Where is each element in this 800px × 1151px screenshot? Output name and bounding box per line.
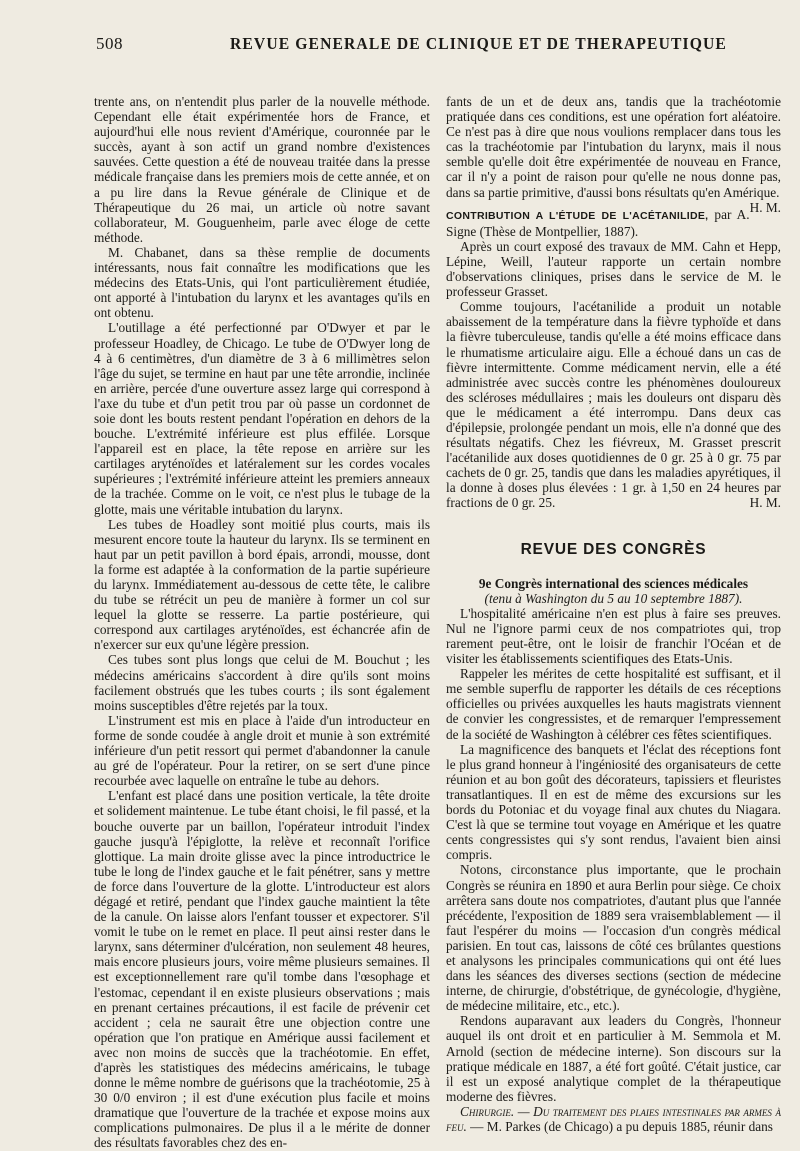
running-title: REVUE GENERALE DE CLINIQUE ET DE THERAPEUTIQUE: [230, 34, 727, 53]
paragraph: L'instrument est mis en place à l'aide d'un introducteur en forme de sonde coudée à angle droit et munie à son extrémité inférieure d'un petit ressort qui permet d'abandonner la canule au gré de l'opérateur. Pour la retirer, on se sert d'une pince recourbée avec laquelle on entraîne le tube au dehors.: [94, 712, 430, 789]
signature: H. M.: [749, 199, 781, 215]
signature: H. M.: [749, 495, 781, 511]
paragraph: [446, 1104, 781, 1134]
article-author: par A. Signe (Thèse de Montpellier, 1887).: [446, 206, 750, 239]
right-column: [446, 94, 781, 1134]
page-number: 508: [96, 34, 123, 53]
continuation-text: fants de un et de deux ans, tandis que la trachéotomie pratiquée dans ces conditions, est une opération fort aléatoire. Ce n'est pas à dire que nous voulions remplacer dans tous les cas la trachéotomie par l'intubation du larynx, mais il nous semble qu'elle doit être expérimentée de nouveau en France, car il n'y a point de raison pour qu'elle ne nous donne pas, dans sa partie primitive, d'aussi bons résultats qu'en Amérique.: [446, 94, 781, 200]
article-heading: CONTRIBUTION A L'ÉTUDE DE L'ACÉTANILIDE,: [446, 209, 709, 222]
section-title: REVUE DES CONGRÈS: [520, 540, 707, 558]
page-header: [96, 34, 776, 60]
congress-title: 9e Congrès international des sciences médicales: [478, 575, 749, 591]
paragraph: Les tubes de Hoadley sont moitié plus courts, mais ils mesurent encore toute la hauteur du larynx. Ils se terminent en haut par un petit pavillon à bord épais, arrondi, mousse, dont la forme est adaptée à la conformation de la partie supérieure du larynx. Immédiatement au-dessous de cette tête, le calibre du tube se rétrécit un peu de manière à former un col sur lequel la glotte se resserre. La partie postérieure, qui correspond aux cartilages aryténoïdes, est échancrée afin de n'exercer sur eux qu'une légère pression.: [94, 516, 430, 653]
paragraph: Rappeler les mérites de cette hospitalité est suffisant, et il me semble superflu de rapporter les détails de ces réceptions officielles ou privées auxquelles les hauts magistrats viennent de convier les congressistes, et de remarquer l'empressement de la société de Washington à célébrer ces fêtes scientifiques.: [446, 666, 781, 742]
spacer: [446, 200, 781, 207]
paragraph: Ces tubes sont plus longs que celui de M. Bouchut ; les médecins américains s'accordent à dire qu'ils sont moins facilement obstrués que les tubes courts ; ils sont également moins susceptibles d'être rejetés par la toux.: [94, 652, 430, 713]
continuation-paragraph: [446, 94, 781, 215]
paragraph: Notons, circonstance plus importante, que le prochain Congrès se réunira en 1890 et aura Berlin pour siège. Ce choix arrêtera sans doute nos compatriotes, d'autant plus que l'année précédente, l'exposition de 1889 sera vraisemblablement — il faut l'espérer du moins — l'occasion d'un congrès médical parisien. En tout cas, laissons de côté ces brûlantes questions et analysons les principales communications qui ont été lues dans les séances des diverses sections (section de médecine interne, de chirurgie, d'obstétrique, de gynécologie, d'hygiène, de médecine militaire, etc., etc.).: [446, 862, 781, 1014]
paragraph-text: Comme toujours, l'acétanilide a produit un notable abaissement de la température dans la fièvre typhoïde et dans la fièvre tuberculeuse, tandis qu'elle a été moins efficace dans le rhumatisme articulaire aigu. Elle a échoué dans un cas de fièvre intermittente. Comme médicament nervin, elle a été administrée avec succès contre les phénomènes douloureux des scléroses médullaires ; mais les douleurs ont disparu dès que le médicament a été interrompu. Dans deux cas d'épilepsie, prolongée pendant un mois, elle n'a donné que des résultats négatifs. Chez les fiévreux, M. Grasset prescrit l'acétanilide aux doses quotidiennes de 0 gr. 25 à 0 gr. 75 par cachets de 0 gr. 25, tandis que dans les maladies apyrétiques, il la donne à doses plus élevées : 1 gr. à 1,50 en 24 heures par fractions de 0 gr. 25.: [446, 299, 781, 511]
paragraph: La magnificence des banquets et l'éclat des réceptions font le plus grand honneur à l'ingéniosité des organisateurs de cette réunion et au bon goût des décorateurs, tapissiers et fleuristes transatlantiques. Il en est de même des excursions sur les bords du Potoniac et du voyage final aux chutes du Niagara. C'est là que se termine tout voyage en Amérique et les quatre cents congressistes qui s'y sont rendus, l'avaient bien ainsi compris.: [446, 741, 781, 863]
paragraph: L'hospitalité américaine n'en est plus à faire ses preuves. Nul ne l'ignore parmi ceux de nos compatriotes qui, trop rarement peut-être, ont le loisir de franchir l'Océan et de visiter les établissements scientifiques des Etats-Unis.: [446, 605, 781, 667]
paragraph: trente ans, on n'entendit plus parler de la nouvelle méthode. Cependant elle était expérimentée hors de France, et aujourd'hui elle nous revient d'Amérique, couronnée par le succès, ayant à son actif un grand nombre d'existences sauvées. Cette question a été de nouveau traitée dans la presse médicale française dans les premiers mois de cette année, et on a pu lire dans la Revue générale de Clinique et de Thérapeutique du 26 mai, un article où notre savant collaborateur, M. Gouguenheim, parle avec éloge de cette méthode.: [94, 94, 430, 245]
paragraph: [446, 299, 781, 510]
paragraph: Après un court exposé des travaux de MM. Cahn et Hepp, Lépine, Weill, l'auteur rapporte un certain nombre d'observations cliniques, prises dans le service de M. le professeur Grasset.: [446, 238, 781, 300]
paragraph-text: — M. Parkes (de Chicago) a pu depuis 1885, réunir dans: [470, 1119, 773, 1134]
article-title: [446, 207, 781, 239]
left-column: [94, 94, 430, 1151]
paragraph: L'outillage a été perfectionné par O'Dwyer et par le professeur Hoadley, de Chicago. Le tube de O'Dwyer long de 4 à 6 centimètres, d'un diamètre de 3 à 6 millimètres selon l'âge du sujet, se termine en haut par une tête arrondie, inclinée en arrière, percée d'une ouverture assez large qui correspond à l'axe du tube et d'un petit trou par où passe un cordonnet de soie dont les bouts restent pendant l'opération en dehors de la bouche. L'extrémité inférieure est plus effilée. Lorsque l'appareil est en place, la tête repose en arrière sur les cartilages aryténoïdes et latéralement sur les cordes vocales supérieures ; l'extrémité inférieure atteint les premiers anneaux de la trachée. Comme on le voit, ce n'est plus le tubage de la glotte, mais une véritable intubation du larynx.: [94, 320, 430, 517]
subsection-label: Chirurgie. — Du traitement des plaies intestinales par armes à feu.: [446, 1103, 781, 1134]
paragraph: M. Chabanet, dans sa thèse remplie de documents intéressants, nous fait connaître les modifications que les médecins des Etats-Unis, qui l'ont particulièrement étudiée, ont apporté à l'intubation du larynx et les avantages qu'ils en ont obtenu.: [94, 244, 430, 321]
paragraph: L'enfant est placé dans une position verticale, la tête droite et solidement maintenue. Le tube étant choisi, le fil passé, et la bouche ouverte par un baillon, l'opérateur introduit l'index gauche jusqu'à l'épiglotte, la relève et reconnaît l'orifice glottique. La main droite glisse avec la pince introductrice le tube le long de l'index gauche et le fait pénétrer, sans y mettre de force dans l'ouverture de la glotte. L'introducteur est alors dégagé et retiré, pendant que l'index gauche maintient la tête de la canule. On laisse alors l'enfant tousser et expectorer. S'il vomit le tube on le remet en place. Il peut ainsi rester dans le larynx, sans déterminer d'ulcération, non seulement 48 heures, mais encore plusieurs jours, voire même plusieurs semaines. Il est exceptionnellement rare qu'il tombe dans l'œsophage et l'estomac, cependant il en existe plusieurs observations ; mais en prenant certaines précautions, il est facile de prévenir cet accident ; cela ne saurait être une objection contre une opération que l'on pratique en Amérique aussi facilement et avec non moins de succès que la trachéotomie. En effet, d'après les statistiques des médecins américains, le tubage donne le même nombre de guérisons que la trachéotomie, 25 à 30 0/0 environ ; il est d'une exécution plus facile et moins dramatique que l'ouverture de la trachée et expose moins aux complications pulmonaires. De plus il a le mérite de donner des résultats favorables chez des en-: [94, 788, 430, 1151]
congress-subtitle: (tenu à Washington du 5 au 10 septembre 1887).: [484, 590, 743, 606]
paragraph: Rendons auparavant aux leaders du Congrès, l'honneur auquel ils ont droit et en particulier à M. Semmola et M. Arnold (section de médecine interne). Son discours sur la pratique médicale en 1887, a été fort goûté. C'était justice, car il est un exposé analytique complet de la thérapeutique moderne des fièvres.: [446, 1013, 781, 1104]
